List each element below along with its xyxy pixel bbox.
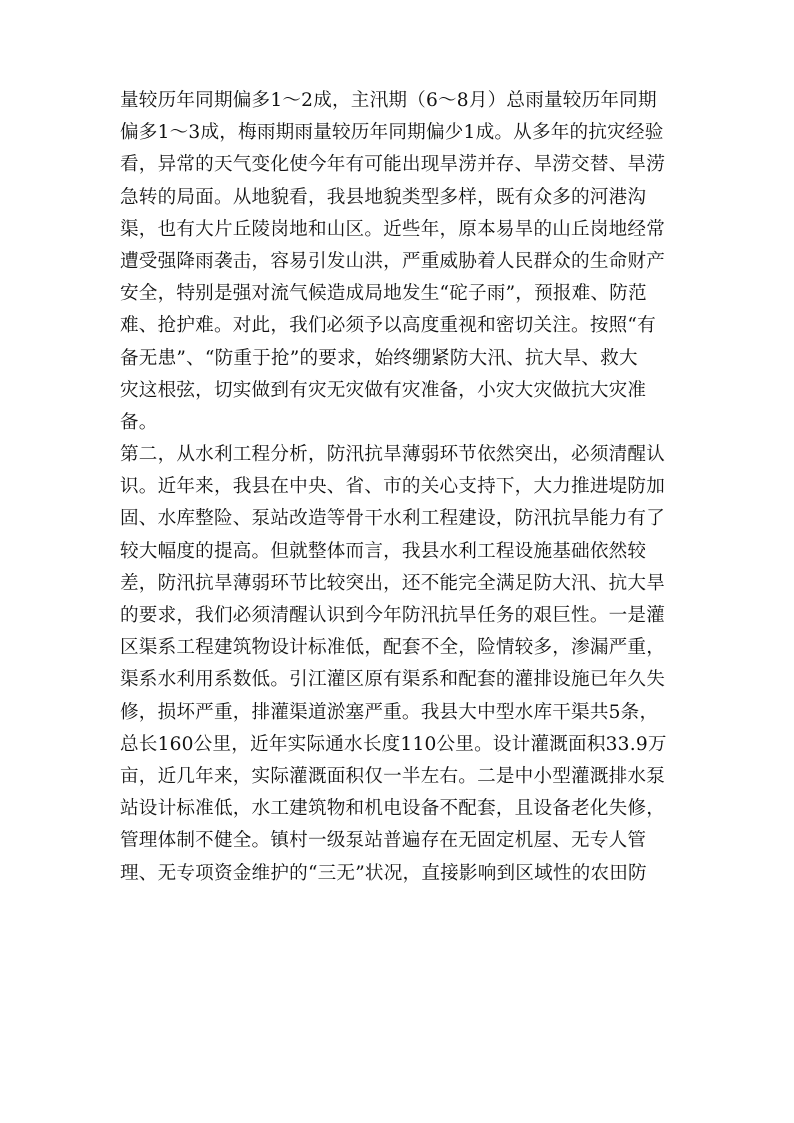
text-line: 管理体制不健全。镇村一级泵站普遍存在无固定机屋、无专人管 bbox=[120, 830, 647, 852]
text-line: 区渠系工程建筑物设计标准低，配套不全，险情较多，渗漏严重， bbox=[120, 637, 666, 659]
text-line: 识。近年来，我县在中央、省、市的关心支持下，大力推进堤防加 bbox=[120, 476, 666, 498]
body-text bbox=[120, 85, 680, 890]
text-line: 看，异常的天气变化使今年有可能出现旱涝并存、旱涝交替、旱涝 bbox=[120, 154, 666, 176]
text-line: 急转的局面。从地貌看，我县地貌类型多样，既有众多的河港沟 bbox=[120, 186, 647, 208]
text-line: 量较历年同期偏多1～2成，主汛期（6～8月）总雨量较历年同期 bbox=[120, 90, 657, 111]
text-line: 理、无专项资金维护的“三无”状况，直接影响到区域性的农田防 bbox=[120, 862, 647, 884]
text-line: 备无患”、“防重于抢”的要求，始终绷紧防大汛、抗大旱、救大 bbox=[120, 347, 638, 369]
text-line: 偏多1～3成，梅雨期雨量较历年同期偏少1成。从多年的抗灾经验 bbox=[120, 122, 664, 144]
text-line: 遭受强降雨袭击，容易引发山洪，严重威胁着人民群众的生命财产 bbox=[120, 250, 666, 272]
text-line: 备。 bbox=[120, 411, 158, 433]
text-line: 站设计标准低，水工建筑物和机电设备不配套，且设备老化失修， bbox=[120, 798, 666, 820]
text-line: 第二，从水利工程分析，防汛抗旱薄弱环节依然突出，必须清醒认 bbox=[120, 444, 666, 466]
text-line: 的要求，我们必须清醒认识到今年防汛抗旱任务的艰巨性。一是灌 bbox=[120, 605, 666, 626]
text-line: 难、抢护难。对此，我们必须予以高度重视和密切关注。按照“有 bbox=[120, 315, 656, 337]
text-line: 渠，也有大片丘陵岗地和山区。近些年，原本易旱的山丘岗地经常 bbox=[120, 218, 666, 240]
text-line: 修，损坏严重，排灌渠道淤塞严重。我县大中型水库干渠共5条， bbox=[120, 701, 659, 723]
text-line: 差，防汛抗旱薄弱环节比较突出，还不能完全满足防大汛、抗大旱 bbox=[120, 572, 666, 594]
text-line: 渠系水利用系数低。引江灌区原有渠系和配套的灌排设施已年久失 bbox=[120, 669, 666, 691]
text-line: 安全，特别是强对流气候造成局地发生“砣子雨”，预报难、防范 bbox=[120, 283, 647, 305]
text-line: 亩，近几年来，实际灌溉面积仅一半左右。二是中小型灌溉排水泵 bbox=[120, 765, 666, 787]
text-line: 灾这根弦，切实做到有灾无灾做有灾准备，小灾大灾做抗大灾准 bbox=[120, 379, 647, 401]
text-line: 固、水库整险、泵站改造等骨干水利工程建设，防汛抗旱能力有了 bbox=[120, 508, 666, 530]
text-line: 较大幅度的提高。但就整体而言，我县水利工程设施基础依然较 bbox=[120, 540, 647, 562]
text-line: 总长160公里，近年实际通水长度110公里。设计灌溉面积33.9万 bbox=[120, 733, 667, 755]
